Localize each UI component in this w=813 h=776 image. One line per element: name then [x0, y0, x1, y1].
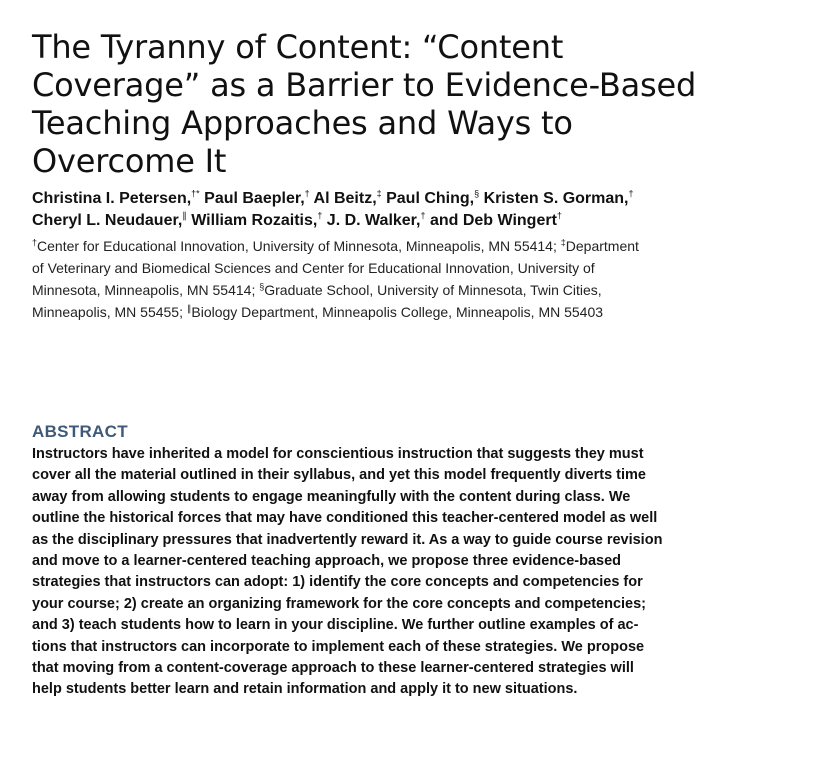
- affiliation-mark: ‡: [560, 237, 566, 248]
- abstract-line: cover all the material outlined in their syllabus, and yet this model frequently diverts time: [32, 467, 646, 484]
- affiliation-text: Minnesota, Minneapolis, MN 55414;: [32, 282, 260, 298]
- title-line: Coverage” as a Barrier to Evidence-Based: [32, 66, 697, 104]
- abstract-line: help students better learn and retain information and apply it to new situations.: [32, 681, 578, 698]
- abstract-line: that moving from a content-coverage approach to these learner-centered strategies will: [32, 660, 634, 677]
- author-mark: ‡: [376, 188, 382, 199]
- affiliation-text: Center for Educational Innovation, University of Minnesota, Minneapolis, MN 55414;: [37, 238, 561, 254]
- abstract-body: [32, 444, 787, 701]
- author-name: Al Beitz,: [313, 190, 377, 207]
- abstract-section: [32, 421, 787, 701]
- abstract-line: tions that instructors can incorporate to implement each of these strategies. We propose: [32, 638, 645, 655]
- author-mark: §: [474, 188, 480, 199]
- affiliation-line: [32, 235, 792, 257]
- author-line: [32, 188, 792, 210]
- affiliation-mark: ∥: [186, 303, 192, 314]
- author-name: J. D. Walker,: [326, 212, 421, 229]
- author-name: Christina I. Petersen,: [32, 190, 192, 207]
- title-line: The Tyranny of Content: “Content: [32, 28, 564, 66]
- title-line: Teaching Approaches and Ways to: [32, 104, 573, 142]
- affiliation-text: Graduate School, University of Minnesota, Twin Cities,: [264, 282, 602, 298]
- author-mark: ∥: [182, 210, 187, 221]
- abstract-line: and 3) teach students how to learn in your discipline. We further outline examples of ac-: [32, 617, 639, 634]
- abstract-line: strategies that instructors can adopt: 1) identify the core concepts and competencies for: [32, 574, 643, 591]
- abstract-line: Instructors have inherited a model for conscientious instruction that suggests they must: [32, 446, 644, 462]
- author-mark: †: [420, 210, 426, 221]
- author-name: Paul Baepler,: [204, 190, 305, 207]
- affiliation-mark: §: [259, 281, 265, 292]
- abstract-line: away from allowing students to engage meaningfully with the content during class. We: [32, 488, 631, 505]
- author-mark: †: [556, 210, 562, 221]
- affiliation-text: Biology Department, Minneapolis College, Minneapolis, MN 55403: [191, 304, 604, 320]
- author-name: William Rozaitis,: [191, 212, 318, 229]
- affiliation-line: of Veterinary and Biomedical Sciences and Center for Educational Innovation, University of: [32, 260, 595, 276]
- affiliation-mark: †: [32, 237, 38, 248]
- author-name: Paul Ching,: [386, 190, 475, 207]
- article-title: [32, 28, 792, 180]
- author-name: Cheryl L. Neudauer,: [32, 212, 183, 229]
- abstract-heading: ABSTRACT: [32, 422, 128, 441]
- author-line: [32, 210, 792, 232]
- author-mark: †: [628, 188, 634, 199]
- author-list: [32, 188, 792, 232]
- affiliation-text: Minneapolis, MN 55455;: [32, 304, 187, 320]
- affiliation-text: Department: [565, 238, 639, 254]
- title-line: Overcome It: [32, 142, 227, 180]
- abstract-line: your course; 2) create an organizing framework for the core concepts and competencies;: [32, 595, 646, 612]
- affiliation-line: [32, 279, 792, 301]
- author-name: and Deb Wingert: [429, 212, 557, 229]
- abstract-line: outline the historical forces that may have conditioned this teacher-centered model as well: [32, 510, 658, 527]
- author-mark: †*: [191, 188, 200, 199]
- author-mark: †: [317, 210, 323, 221]
- author-mark: †: [304, 188, 310, 199]
- affiliation-line: [32, 301, 792, 323]
- affiliations: [32, 235, 792, 323]
- article-header: [32, 28, 792, 323]
- author-name: Kristen S. Gorman,: [483, 190, 629, 207]
- abstract-line: and move to a learner-centered teaching approach, we propose three evidence-based: [32, 553, 622, 570]
- abstract-line: as the disciplinary pressures that inadvertently reward it. As a way to guide course revision: [32, 531, 663, 548]
